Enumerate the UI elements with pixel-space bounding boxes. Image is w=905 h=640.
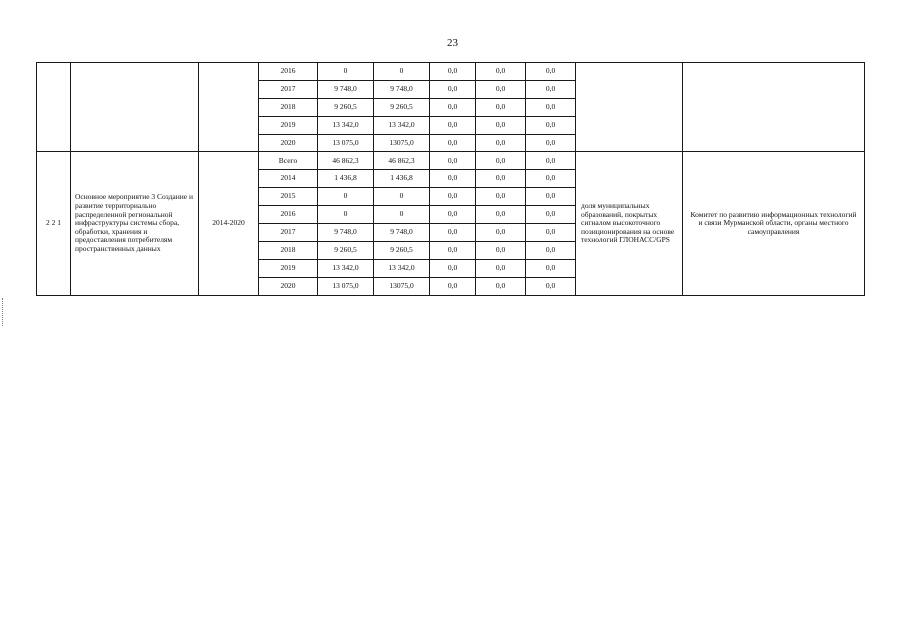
value-cell: 0,0 [526,188,576,206]
value-cell: 9 748,0 [374,80,430,98]
value-cell: 9 260,5 [374,241,430,259]
empty-activity-cell [71,63,199,152]
empty-indicator-cell [576,63,683,152]
value-cell: 13 075,0 [318,277,374,295]
value-cell: 0,0 [526,259,576,277]
value-cell: 0,0 [526,63,576,81]
value-cell: 0,0 [526,98,576,116]
value-cell: 0 [318,188,374,206]
year-cell: 2018 [259,241,318,259]
year-cell: 2018 [259,98,318,116]
activity-number: 2 2 1 [37,152,71,295]
value-cell: 46 862,3 [374,152,430,170]
value-cell: 9 260,5 [318,98,374,116]
value-cell: 0,0 [430,98,476,116]
value-cell: 0 [318,63,374,81]
value-cell: 0,0 [430,224,476,242]
value-cell: 9 748,0 [318,224,374,242]
year-cell: 2019 [259,116,318,134]
page-number: 23 [447,37,458,49]
value-cell: 0,0 [476,116,526,134]
value-cell: 0,0 [526,152,576,170]
value-cell: 13 342,0 [374,259,430,277]
year-cell: 2015 [259,188,318,206]
value-cell: 0,0 [526,170,576,188]
value-cell: 0 [374,63,430,81]
activity-description: Основное мероприятие 3 Создание и развитие территориально распределенной региональной инфраструктуры системы сбора, обработки, хранения и предоставления потребителям пространственных данных [71,152,199,295]
year-cell: 2014 [259,170,318,188]
value-cell: 0,0 [430,116,476,134]
empty-period-cell [199,63,259,152]
value-cell: 0,0 [526,134,576,152]
table-row [37,63,865,81]
value-cell: 0,0 [476,152,526,170]
value-cell: 0,0 [430,152,476,170]
value-cell: 0,0 [526,224,576,242]
value-cell: 1 436,8 [374,170,430,188]
activity-period: 2014-2020 [199,152,259,295]
value-cell: 13075,0 [374,134,430,152]
program-table [36,62,865,296]
value-cell: 0,0 [430,170,476,188]
value-cell: 0,0 [476,277,526,295]
value-cell: 0,0 [526,241,576,259]
value-cell: 0,0 [476,224,526,242]
value-cell: 0,0 [526,277,576,295]
value-cell: 0,0 [476,259,526,277]
value-cell: 0,0 [476,241,526,259]
value-cell: 0,0 [526,206,576,224]
value-cell: 0 [374,188,430,206]
responsible-executor: Комитет по развитию информационных технологий и связи Мурманской области, органы местного самоуправления [683,152,865,295]
value-cell: 9 748,0 [374,224,430,242]
value-cell: 0 [374,206,430,224]
value-cell: 9 260,5 [374,98,430,116]
year-cell: 2016 [259,206,318,224]
value-cell: 13 342,0 [318,259,374,277]
value-cell: 0,0 [476,98,526,116]
value-cell: 0,0 [430,206,476,224]
value-cell: 0,0 [430,134,476,152]
empty-number-cell [37,63,71,152]
year-cell: 2017 [259,224,318,242]
value-cell: 46 862,3 [318,152,374,170]
value-cell: 13 342,0 [374,116,430,134]
value-cell: 0,0 [476,63,526,81]
value-cell: 0,0 [526,116,576,134]
empty-responsible-cell [683,63,865,152]
year-cell: 2017 [259,80,318,98]
value-cell: 0,0 [430,188,476,206]
value-cell: 0,0 [476,206,526,224]
year-cell: Всего [259,152,318,170]
value-cell: 9 748,0 [318,80,374,98]
value-cell: 0,0 [430,259,476,277]
value-cell: 0,0 [430,241,476,259]
value-cell: 13 342,0 [318,116,374,134]
value-cell: 0,0 [476,170,526,188]
value-cell: 0,0 [476,188,526,206]
value-cell: 0 [318,206,374,224]
value-cell: 13075,0 [374,277,430,295]
value-cell: 9 260,5 [318,241,374,259]
year-cell: 2020 [259,134,318,152]
year-cell: 2019 [259,259,318,277]
value-cell: 0,0 [476,134,526,152]
value-cell: 13 075,0 [318,134,374,152]
margin-mark [2,298,4,326]
value-cell: 0,0 [430,80,476,98]
year-cell: 2020 [259,277,318,295]
value-cell: 0,0 [430,63,476,81]
value-cell: 0,0 [476,80,526,98]
year-cell: 2016 [259,63,318,81]
value-cell: 0,0 [430,277,476,295]
value-cell: 0,0 [526,80,576,98]
table-row [37,152,865,170]
value-cell: 1 436,8 [318,170,374,188]
indicator-description: доля муниципальных образований, покрытых сигналом высокоточного позиционирования на основе технологий ГЛОНАСС/GPS [576,152,683,295]
